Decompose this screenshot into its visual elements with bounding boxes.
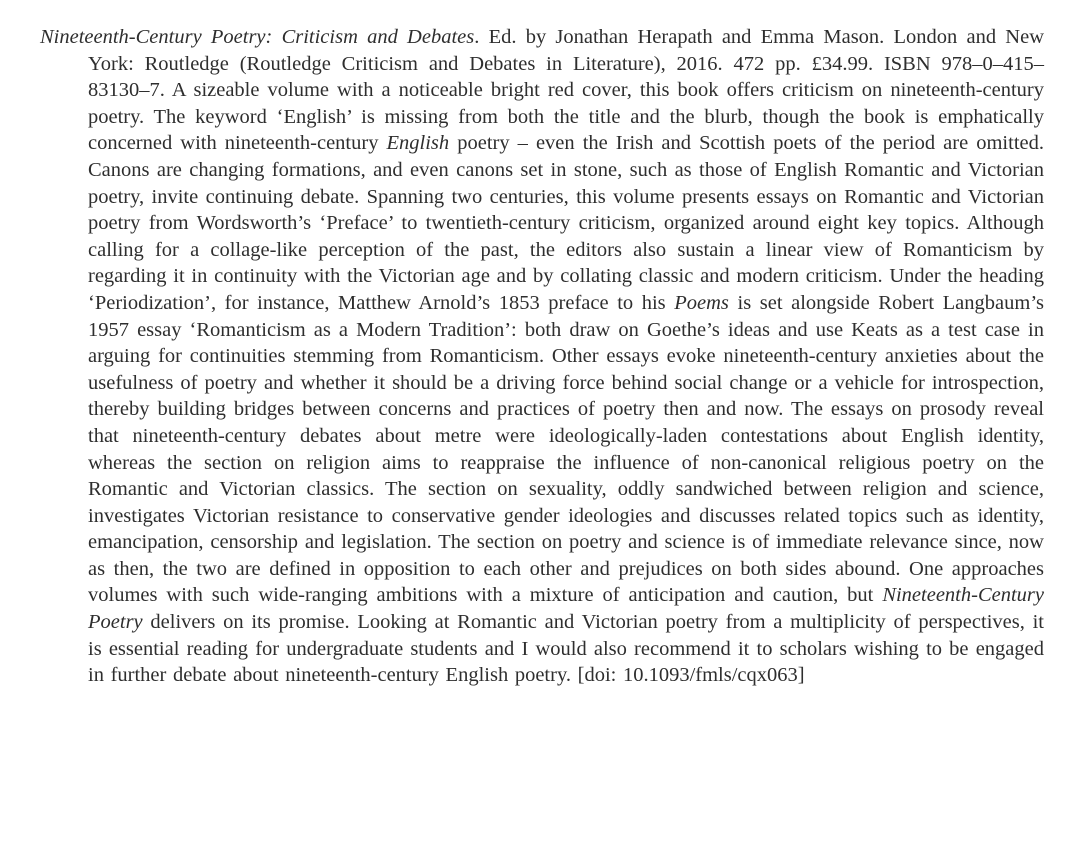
- italic-text-segment: English: [386, 132, 450, 155]
- italic-text-segment: Nineteenth-Century Poetry: [88, 584, 1044, 634]
- italic-text-segment: Nineteenth-Century Poetry: Criticism and Debates: [40, 26, 475, 48]
- text-segment: . Ed. by Jonathan Herapath and Emma Mason. London and New York: Routledge (Routledge Criticism and Debates in Literature), 2016. 472 pp. £34.99. ISBN 978–0–415–83130–7. A sizeable volume with a noticeable bright red cover, this book offers criticism on nineteenth-century poetry. The keyword ‘English’ is missing from both the title and the blurb, though the book is emphatically concerned with nineteenth-century: [88, 26, 1045, 155]
- text-segment: poetry – even the Irish and Scottish poets of the period are omitted. Canons are changing formations, and even canons set in stone, such as those of English Romantic and Victorian poetry, invite continuing debate. Spanning two centuries, this volume presents essays on Romantic and Victorian poetry from Wordsworth’s ‘Preface’ to twentieth-century criticism, organized around eight key topics. Although calling for a collage-like perception of the past, the editors also sustain a linear view of Romanticism by regarding it in continuity with the Victorian age and by collating classic and modern criticism. Under the heading ‘Periodization’, for instance, Matthew Arnold’s 1853 preface to his: [88, 132, 1044, 314]
- italic-text-segment: Poems: [674, 291, 729, 314]
- review-paragraph: [40, 24, 1044, 689]
- text-segment: is set alongside Robert Langbaum’s 1957 essay ‘Romanticism as a Modern Tradition’: both draw on Goethe’s ideas and use Keats as a test case in arguing for continuities stemming from Romanticism. Other essays evoke nineteenth-century anxieties about the usefulness of poetry and whether it should be a driving force behind social change or a vehicle for introspection, thereby building bridges between concerns and practices of poetry then and now. The essays on prosody reveal that nineteenth-century debates about metre were ideologically-laden contestations about English identity, whereas the section on religion aims to reappraise the influence of non-canonical religious poetry on the Romantic and Victorian classics. The section on sexuality, oddly sandwiched between religion and science, investigates Victorian resistance to conservative gender ideologies and discusses related topics such as identity, emancipation, censorship and legislation. The section on poetry and science is of immediate relevance since, now as then, the two are defined in opposition to each other and prejudices on both sides abound. One approaches volumes with such wide-ranging ambitions with a mixture of anticipation and caution, but: [88, 291, 1044, 607]
- text-segment: delivers on its promise. Looking at Romantic and Victorian poetry from a multiplicity of perspectives, it is essential reading for undergraduate students and I would also recommend it to scholars wishing to be engaged in further debate about nineteenth-century English poetry. [doi: 10.1093/fmls/cqx063]: [88, 611, 1044, 687]
